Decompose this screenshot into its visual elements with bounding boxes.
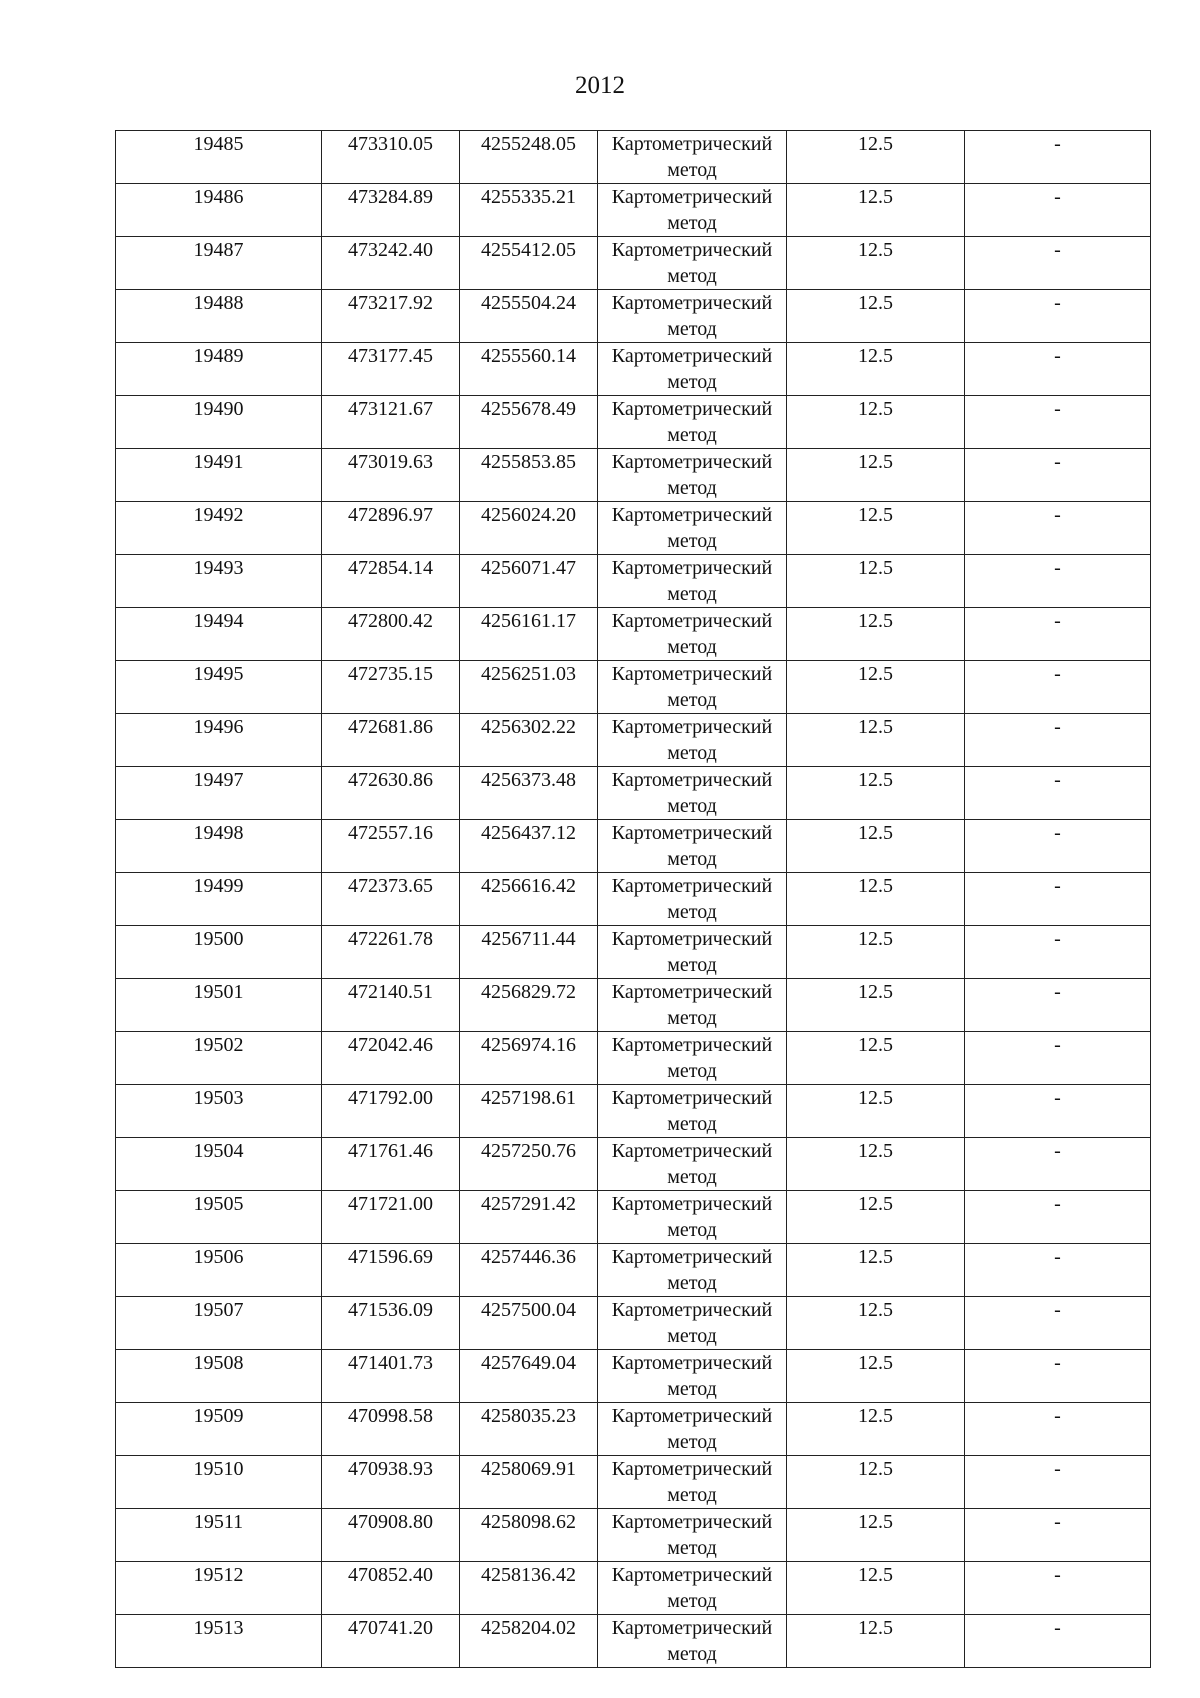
- note-cell: -: [965, 343, 1151, 396]
- table-row: [116, 184, 1151, 237]
- y-coordinate-cell: 4257500.04: [460, 1297, 598, 1350]
- point-number-cell: 19511: [116, 1509, 322, 1562]
- point-number-cell: 19507: [116, 1297, 322, 1350]
- x-coordinate-cell: 472735.15: [322, 661, 460, 714]
- y-coordinate-cell: 4256616.42: [460, 873, 598, 926]
- accuracy-cell: 12.5: [787, 873, 965, 926]
- method-label-line1: Картометрический: [611, 239, 773, 261]
- point-number-cell: 19502: [116, 1032, 322, 1085]
- note-cell: -: [965, 1403, 1151, 1456]
- method-label-line2: метод: [667, 1484, 717, 1506]
- note-cell: -: [965, 1085, 1151, 1138]
- method-cell: [598, 1350, 787, 1403]
- accuracy-cell: 12.5: [787, 1032, 965, 1085]
- x-coordinate-cell: 473177.45: [322, 343, 460, 396]
- method-label-line2: метод: [667, 901, 717, 923]
- point-number-cell: 19489: [116, 343, 322, 396]
- method-label-line1: Картометрический: [611, 398, 773, 420]
- note-cell: -: [965, 1456, 1151, 1509]
- method-label-line2: метод: [667, 265, 717, 287]
- method-cell: [598, 290, 787, 343]
- method-label-line1: Картометрический: [611, 133, 773, 155]
- point-number-cell: 19495: [116, 661, 322, 714]
- method-cell: [598, 237, 787, 290]
- method-cell: [598, 608, 787, 661]
- x-coordinate-cell: 470908.80: [322, 1509, 460, 1562]
- table-row: [116, 873, 1151, 926]
- point-number-cell: 19508: [116, 1350, 322, 1403]
- x-coordinate-cell: 473284.89: [322, 184, 460, 237]
- accuracy-cell: 12.5: [787, 1350, 965, 1403]
- x-coordinate-cell: 473217.92: [322, 290, 460, 343]
- table-row: [116, 237, 1151, 290]
- table-row: [116, 767, 1151, 820]
- y-coordinate-cell: 4256302.22: [460, 714, 598, 767]
- y-coordinate-cell: 4255335.21: [460, 184, 598, 237]
- method-cell: [598, 1138, 787, 1191]
- note-cell: -: [965, 1615, 1151, 1668]
- method-cell: [598, 1456, 787, 1509]
- method-label-line1: Картометрический: [611, 1299, 773, 1321]
- note-cell: -: [965, 131, 1151, 184]
- accuracy-cell: 12.5: [787, 1085, 965, 1138]
- x-coordinate-cell: 473121.67: [322, 396, 460, 449]
- table-row: [116, 449, 1151, 502]
- table-body: [116, 131, 1151, 1668]
- method-cell: [598, 184, 787, 237]
- method-label-line2: метод: [667, 159, 717, 181]
- method-cell: [598, 396, 787, 449]
- method-label-line1: Картометрический: [611, 1246, 773, 1268]
- method-cell: [598, 555, 787, 608]
- coordinates-table: [115, 130, 1151, 1668]
- method-label-line1: Картометрический: [611, 981, 773, 1003]
- y-coordinate-cell: 4255504.24: [460, 290, 598, 343]
- table-row: [116, 1191, 1151, 1244]
- x-coordinate-cell: 472373.65: [322, 873, 460, 926]
- accuracy-cell: 12.5: [787, 343, 965, 396]
- x-coordinate-cell: 473019.63: [322, 449, 460, 502]
- x-coordinate-cell: 473310.05: [322, 131, 460, 184]
- accuracy-cell: 12.5: [787, 237, 965, 290]
- note-cell: -: [965, 714, 1151, 767]
- method-label-line2: метод: [667, 318, 717, 340]
- note-cell: -: [965, 1244, 1151, 1297]
- note-cell: -: [965, 1297, 1151, 1350]
- point-number-cell: 19500: [116, 926, 322, 979]
- method-cell: [598, 1562, 787, 1615]
- method-cell: [598, 1615, 787, 1668]
- accuracy-cell: 12.5: [787, 184, 965, 237]
- point-number-cell: 19494: [116, 608, 322, 661]
- method-label-line1: Картометрический: [611, 663, 773, 685]
- method-label-line2: метод: [667, 689, 717, 711]
- x-coordinate-cell: 471536.09: [322, 1297, 460, 1350]
- x-coordinate-cell: 472854.14: [322, 555, 460, 608]
- note-cell: -: [965, 820, 1151, 873]
- note-cell: -: [965, 184, 1151, 237]
- point-number-cell: 19488: [116, 290, 322, 343]
- accuracy-cell: 12.5: [787, 1456, 965, 1509]
- x-coordinate-cell: 471761.46: [322, 1138, 460, 1191]
- method-label-line1: Картометрический: [611, 716, 773, 738]
- method-label-line1: Картометрический: [611, 557, 773, 579]
- method-label-line2: метод: [667, 1166, 717, 1188]
- y-coordinate-cell: 4257250.76: [460, 1138, 598, 1191]
- note-cell: -: [965, 873, 1151, 926]
- accuracy-cell: 12.5: [787, 767, 965, 820]
- table-row: [116, 1244, 1151, 1297]
- method-label-line1: Картометрический: [611, 451, 773, 473]
- method-label-line2: метод: [667, 1378, 717, 1400]
- method-cell: [598, 1297, 787, 1350]
- y-coordinate-cell: 4257649.04: [460, 1350, 598, 1403]
- x-coordinate-cell: 471596.69: [322, 1244, 460, 1297]
- method-label-line1: Картометрический: [611, 1034, 773, 1056]
- y-coordinate-cell: 4255412.05: [460, 237, 598, 290]
- method-cell: [598, 873, 787, 926]
- method-cell: [598, 1032, 787, 1085]
- method-label-line2: метод: [667, 477, 717, 499]
- x-coordinate-cell: 472140.51: [322, 979, 460, 1032]
- point-number-cell: 19498: [116, 820, 322, 873]
- accuracy-cell: 12.5: [787, 1297, 965, 1350]
- table-row: [116, 1403, 1151, 1456]
- method-cell: [598, 767, 787, 820]
- x-coordinate-cell: 473242.40: [322, 237, 460, 290]
- note-cell: -: [965, 1191, 1151, 1244]
- accuracy-cell: 12.5: [787, 290, 965, 343]
- method-label-line2: метод: [667, 583, 717, 605]
- point-number-cell: 19493: [116, 555, 322, 608]
- method-label-line1: Картометрический: [611, 610, 773, 632]
- y-coordinate-cell: 4258035.23: [460, 1403, 598, 1456]
- method-label-line2: метод: [667, 530, 717, 552]
- method-label-line2: метод: [667, 848, 717, 870]
- method-cell: [598, 343, 787, 396]
- x-coordinate-cell: 472042.46: [322, 1032, 460, 1085]
- method-cell: [598, 926, 787, 979]
- table-row: [116, 1085, 1151, 1138]
- method-label-line2: метод: [667, 1643, 717, 1665]
- accuracy-cell: 12.5: [787, 1138, 965, 1191]
- note-cell: -: [965, 1562, 1151, 1615]
- method-cell: [598, 820, 787, 873]
- method-cell: [598, 1403, 787, 1456]
- point-number-cell: 19492: [116, 502, 322, 555]
- method-label-line1: Картометрический: [611, 1458, 773, 1480]
- note-cell: -: [965, 290, 1151, 343]
- note-cell: -: [965, 979, 1151, 1032]
- point-number-cell: 19505: [116, 1191, 322, 1244]
- method-cell: [598, 714, 787, 767]
- table-row: [116, 1032, 1151, 1085]
- note-cell: -: [965, 608, 1151, 661]
- y-coordinate-cell: 4255853.85: [460, 449, 598, 502]
- note-cell: -: [965, 555, 1151, 608]
- note-cell: -: [965, 1032, 1151, 1085]
- method-label-line2: метод: [667, 954, 717, 976]
- point-number-cell: 19491: [116, 449, 322, 502]
- point-number-cell: 19503: [116, 1085, 322, 1138]
- method-label-line1: Картометрический: [611, 769, 773, 791]
- method-label-line1: Картометрический: [611, 1564, 773, 1586]
- table-row: [116, 131, 1151, 184]
- accuracy-cell: 12.5: [787, 1562, 965, 1615]
- point-number-cell: 19504: [116, 1138, 322, 1191]
- method-cell: [598, 1244, 787, 1297]
- x-coordinate-cell: 470741.20: [322, 1615, 460, 1668]
- x-coordinate-cell: 472261.78: [322, 926, 460, 979]
- method-label-line2: метод: [667, 636, 717, 658]
- note-cell: -: [965, 449, 1151, 502]
- accuracy-cell: 12.5: [787, 714, 965, 767]
- y-coordinate-cell: 4257198.61: [460, 1085, 598, 1138]
- method-label-line2: метод: [667, 371, 717, 393]
- accuracy-cell: 12.5: [787, 555, 965, 608]
- method-cell: [598, 1191, 787, 1244]
- method-label-line1: Картометрический: [611, 292, 773, 314]
- note-cell: -: [965, 1350, 1151, 1403]
- table-row: [116, 1615, 1151, 1668]
- method-cell: [598, 449, 787, 502]
- x-coordinate-cell: 472681.86: [322, 714, 460, 767]
- table-row: [116, 396, 1151, 449]
- accuracy-cell: 12.5: [787, 661, 965, 714]
- table-row: [116, 343, 1151, 396]
- method-label-line2: метод: [667, 795, 717, 817]
- point-number-cell: 19506: [116, 1244, 322, 1297]
- table-row: [116, 1138, 1151, 1191]
- x-coordinate-cell: 471401.73: [322, 1350, 460, 1403]
- note-cell: -: [965, 1138, 1151, 1191]
- method-cell: [598, 131, 787, 184]
- accuracy-cell: 12.5: [787, 1191, 965, 1244]
- x-coordinate-cell: 472896.97: [322, 502, 460, 555]
- method-label-line2: метод: [667, 212, 717, 234]
- point-number-cell: 19512: [116, 1562, 322, 1615]
- method-label-line2: метод: [667, 424, 717, 446]
- table-row: [116, 926, 1151, 979]
- table-row: [116, 714, 1151, 767]
- y-coordinate-cell: 4256974.16: [460, 1032, 598, 1085]
- y-coordinate-cell: 4256711.44: [460, 926, 598, 979]
- x-coordinate-cell: 470938.93: [322, 1456, 460, 1509]
- method-label-line2: метод: [667, 1113, 717, 1135]
- y-coordinate-cell: 4255248.05: [460, 131, 598, 184]
- table-row: [116, 820, 1151, 873]
- accuracy-cell: 12.5: [787, 1509, 965, 1562]
- point-number-cell: 19485: [116, 131, 322, 184]
- x-coordinate-cell: 471721.00: [322, 1191, 460, 1244]
- note-cell: -: [965, 502, 1151, 555]
- table-row: [116, 1456, 1151, 1509]
- table-row: [116, 502, 1151, 555]
- method-label-line2: метод: [667, 1060, 717, 1082]
- method-cell: [598, 1509, 787, 1562]
- table-row: [116, 555, 1151, 608]
- note-cell: -: [965, 661, 1151, 714]
- note-cell: -: [965, 767, 1151, 820]
- y-coordinate-cell: 4256161.17: [460, 608, 598, 661]
- point-number-cell: 19510: [116, 1456, 322, 1509]
- method-label-line1: Картометрический: [611, 822, 773, 844]
- note-cell: -: [965, 926, 1151, 979]
- table-row: [116, 661, 1151, 714]
- accuracy-cell: 12.5: [787, 608, 965, 661]
- method-label-line2: метод: [667, 1431, 717, 1453]
- method-label-line1: Картометрический: [611, 186, 773, 208]
- y-coordinate-cell: 4258204.02: [460, 1615, 598, 1668]
- accuracy-cell: 12.5: [787, 502, 965, 555]
- method-label-line1: Картометрический: [611, 1140, 773, 1162]
- method-label-line1: Картометрический: [611, 875, 773, 897]
- x-coordinate-cell: 472557.16: [322, 820, 460, 873]
- y-coordinate-cell: 4256071.47: [460, 555, 598, 608]
- y-coordinate-cell: 4258136.42: [460, 1562, 598, 1615]
- table-row: [116, 1297, 1151, 1350]
- table-row: [116, 290, 1151, 343]
- page-number: 2012: [575, 72, 625, 99]
- note-cell: -: [965, 237, 1151, 290]
- accuracy-cell: 12.5: [787, 979, 965, 1032]
- point-number-cell: 19496: [116, 714, 322, 767]
- method-label-line2: метод: [667, 1219, 717, 1241]
- point-number-cell: 19497: [116, 767, 322, 820]
- method-cell: [598, 1085, 787, 1138]
- point-number-cell: 19486: [116, 184, 322, 237]
- table-row: [116, 1509, 1151, 1562]
- method-label-line1: Картометрический: [611, 1087, 773, 1109]
- x-coordinate-cell: 470852.40: [322, 1562, 460, 1615]
- accuracy-cell: 12.5: [787, 131, 965, 184]
- y-coordinate-cell: 4256251.03: [460, 661, 598, 714]
- y-coordinate-cell: 4257446.36: [460, 1244, 598, 1297]
- x-coordinate-cell: 471792.00: [322, 1085, 460, 1138]
- x-coordinate-cell: 472630.86: [322, 767, 460, 820]
- point-number-cell: 19501: [116, 979, 322, 1032]
- method-label-line2: метод: [667, 742, 717, 764]
- method-label-line1: Картометрический: [611, 1193, 773, 1215]
- y-coordinate-cell: 4255560.14: [460, 343, 598, 396]
- table-row: [116, 979, 1151, 1032]
- method-label-line2: метод: [667, 1590, 717, 1612]
- accuracy-cell: 12.5: [787, 449, 965, 502]
- accuracy-cell: 12.5: [787, 1615, 965, 1668]
- method-label-line1: Картометрический: [611, 345, 773, 367]
- x-coordinate-cell: 470998.58: [322, 1403, 460, 1456]
- method-cell: [598, 661, 787, 714]
- point-number-cell: 19490: [116, 396, 322, 449]
- point-number-cell: 19509: [116, 1403, 322, 1456]
- method-label-line2: метод: [667, 1007, 717, 1029]
- method-label-line1: Картометрический: [611, 504, 773, 526]
- y-coordinate-cell: 4258098.62: [460, 1509, 598, 1562]
- point-number-cell: 19513: [116, 1615, 322, 1668]
- method-label-line2: метод: [667, 1537, 717, 1559]
- method-label-line1: Картометрический: [611, 1405, 773, 1427]
- point-number-cell: 19487: [116, 237, 322, 290]
- y-coordinate-cell: 4256829.72: [460, 979, 598, 1032]
- table-row: [116, 608, 1151, 661]
- y-coordinate-cell: 4257291.42: [460, 1191, 598, 1244]
- method-cell: [598, 979, 787, 1032]
- method-label-line1: Картометрический: [611, 1617, 773, 1639]
- y-coordinate-cell: 4256437.12: [460, 820, 598, 873]
- method-label-line2: метод: [667, 1325, 717, 1347]
- accuracy-cell: 12.5: [787, 1403, 965, 1456]
- point-number-cell: 19499: [116, 873, 322, 926]
- accuracy-cell: 12.5: [787, 926, 965, 979]
- x-coordinate-cell: 472800.42: [322, 608, 460, 661]
- note-cell: -: [965, 396, 1151, 449]
- note-cell: -: [965, 1509, 1151, 1562]
- method-label-line1: Картометрический: [611, 928, 773, 950]
- method-label-line2: метод: [667, 1272, 717, 1294]
- table-row: [116, 1350, 1151, 1403]
- method-cell: [598, 502, 787, 555]
- method-label-line1: Картометрический: [611, 1352, 773, 1374]
- y-coordinate-cell: 4256373.48: [460, 767, 598, 820]
- accuracy-cell: 12.5: [787, 820, 965, 873]
- method-label-line1: Картометрический: [611, 1511, 773, 1533]
- table-row: [116, 1562, 1151, 1615]
- y-coordinate-cell: 4256024.20: [460, 502, 598, 555]
- y-coordinate-cell: 4255678.49: [460, 396, 598, 449]
- accuracy-cell: 12.5: [787, 396, 965, 449]
- y-coordinate-cell: 4258069.91: [460, 1456, 598, 1509]
- accuracy-cell: 12.5: [787, 1244, 965, 1297]
